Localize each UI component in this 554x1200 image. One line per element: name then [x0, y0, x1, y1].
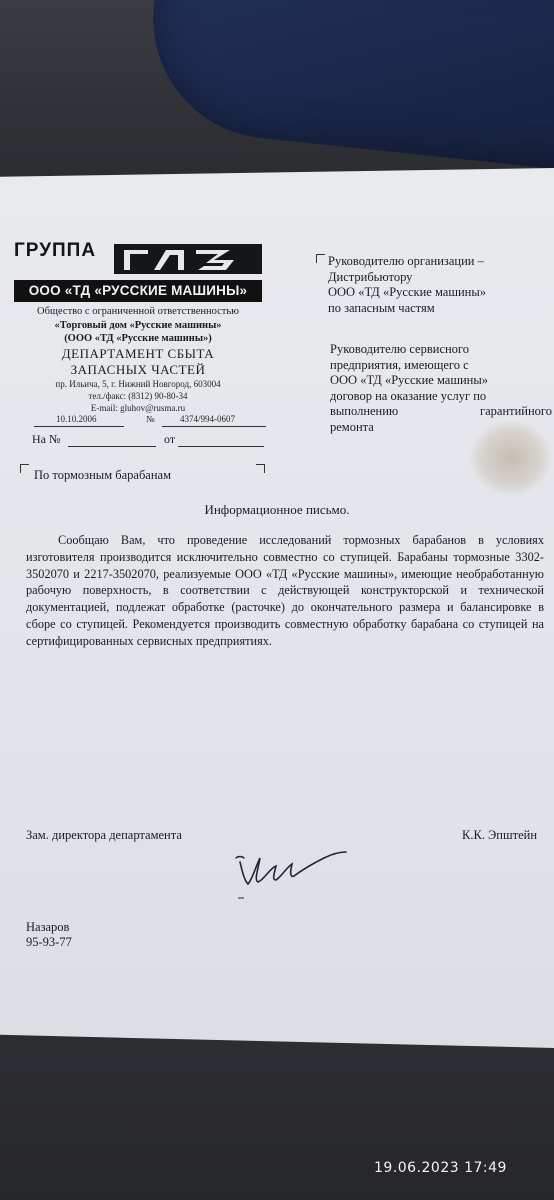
reference-date-label: от: [164, 432, 176, 446]
address: пр. Ильича, 5, г. Нижний Новгород, 603004: [55, 379, 221, 389]
recipient-2-line-3: ООО «ТД «Русские машины»: [330, 373, 488, 387]
recipient-2-line-4: договор на оказание услуг по: [330, 388, 487, 403]
email: E-mail: gluhov@rusma.ru: [90, 403, 186, 413]
logo-group-label: ГРУППА: [14, 240, 97, 261]
ink-stamp-smudge: [470, 420, 552, 496]
executor-name: Назаров: [26, 920, 70, 934]
phone: тел./факс: (8312) 90-80-34: [88, 391, 188, 401]
company-banner: ООО «ТД «РУССКИЕ МАШИНЫ»: [14, 280, 262, 302]
subject-corner-right: [256, 464, 265, 473]
date-underline: [34, 426, 124, 427]
background-bottom: [0, 1040, 554, 1200]
signatory-name: К.К. Эпштейн: [462, 828, 538, 842]
subject-corner-left: [20, 464, 29, 473]
executor-phone: 95-93-77: [26, 935, 72, 949]
letter-body: Сообщаю Вам, что проведение исследований тормозных барабанов в условиях изготовителя производится исключительно совместно со ступицей. Барабаны тормозные 3302-3502070 и 2217-3502070, реализуемые ООО «ТД «Русские машины», имеющие необработанную рабочую поверхность, в соответствии с действующей конструкторской и технической документацией, подлежат обработке (расточке) до окончательного размера и балансировке в сборе со ступицей. Рекомендуется производить совместную обработку барабана со ступицей на сертифицированных сервисных предприятиях.: [26, 533, 544, 648]
subject-line: По тормозным барабанам: [34, 468, 171, 482]
org-line-2: «Торговый дом «Русские машины»: [54, 320, 222, 331]
logo-brand-text: ГАЗ: [254, 260, 256, 261]
recipient-corner-mark: [316, 254, 325, 263]
recipient-2-line-6: ремонта: [330, 419, 374, 434]
org-line-1: Общество с ограниченной ответственностью: [36, 306, 240, 317]
photo-timestamp: 19.06.2023 17:49: [374, 1160, 507, 1176]
reference-date-line: [178, 446, 264, 447]
recipient-1-line-2: Дистрибьютору: [328, 269, 413, 284]
number-underline: [162, 426, 266, 427]
handwritten-signature: [228, 840, 354, 904]
recipient-block-1: [328, 254, 548, 316]
recipient-1-line-1: Руководителю организации –: [328, 254, 484, 268]
gaz-logo: [114, 240, 262, 278]
dept-line-2: ЗАПАСНЫХ ЧАСТЕЙ: [70, 362, 206, 377]
recipient-1-line-3: ООО «ТД «Русские машины»: [328, 285, 486, 299]
letter-title: Информационное письмо.: [204, 502, 350, 517]
letter-number: 4374/994-0607: [180, 414, 235, 424]
signatory-position: Зам. директора департамента: [26, 828, 182, 842]
org-line-3: (ООО «ТД «Русские машины»): [64, 333, 212, 344]
number-sign: №: [146, 414, 155, 424]
reference-number-line: [68, 446, 156, 447]
recipient-2-line-5a: выполнению: [330, 404, 399, 418]
reference-number-label: На №: [32, 432, 61, 446]
letter-date: 10.10.2006: [56, 414, 97, 424]
recipient-2-line-2: предприятия, имеющего с: [330, 357, 469, 372]
recipient-2-line-1: Руководителю сервисного: [330, 342, 470, 356]
recipient-1-line-4: по запасным частям: [328, 300, 435, 315]
recipient-2-line-5: [330, 404, 552, 420]
recipient-2-line-5b: гарантийного: [479, 404, 552, 418]
dept-line-1: ДЕПАРТАМЕНТ СБЫТА: [61, 346, 215, 361]
